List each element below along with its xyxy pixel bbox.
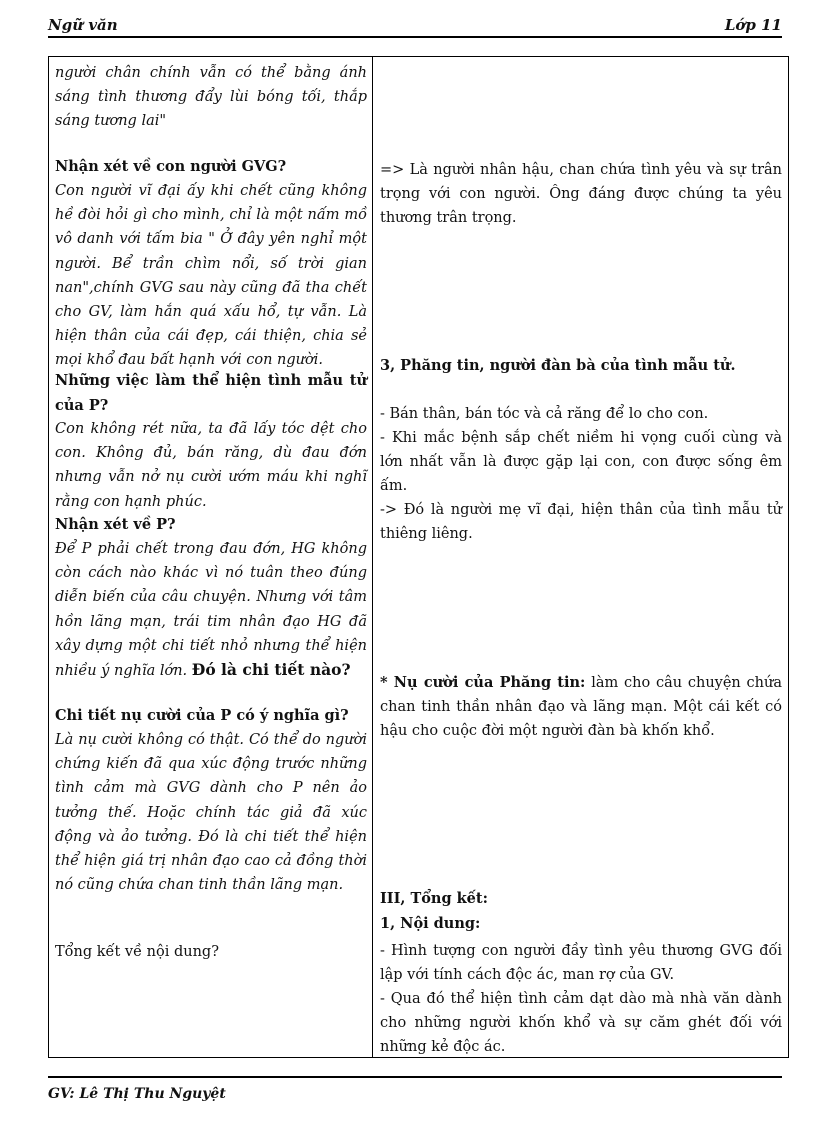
subject-label: Ngữ văn xyxy=(48,16,118,34)
answer-p: Để P phải chết trong đau đớn, HG không còn cách nào khác vì nó tuân theo đúng diễn biến của câu chuyện. Nhưng với tâm hồn lãng mạn, trái tim nhân đạo HG đã xây dựng một chi tiết nhỏ nhưng thể hiện nhiều ý nghĩa lớn. Đó là chi tiết nào? xyxy=(55,541,367,680)
summary-point-1: - Hình tượng con người đầy tình yêu thương GVG đối lập với tính cách độc ác, man rợ của GV. xyxy=(380,943,782,984)
section-summary: III, Tổng kết: xyxy=(380,890,488,907)
summary-content-heading: 1, Nội dung: xyxy=(380,915,481,932)
grade-label: Lớp 11 xyxy=(724,16,782,34)
column-divider xyxy=(372,57,373,1057)
summary-point-2: - Qua đó thể hiện tình cảm dạt dào mà nhà văn dành cho những người khốn khổ và sự căm ghét đối với những kẻ độc ác. xyxy=(380,991,782,1056)
phang-tin-point-2: - Khi mắc bệnh sắp chết niềm hi vọng cuối cùng và lớn nhất vẫn là được gặp lại con, con được sống êm ấm. xyxy=(380,430,782,495)
question-smile: Chi tiết nụ cười của P có ý nghĩa gì? xyxy=(55,707,349,724)
question-summary: Tổng kết về nội dung? xyxy=(55,944,219,960)
question-maternal-love: Những việc làm thể hiện tình mẫu tử của P? xyxy=(55,372,367,414)
answer-smile: Là nụ cười không có thật. Có thể do người chứng kiến đã qua xúc động trước những tình cảm mà GVG dành cho P nên ảo tưởng thế. Hoặc chính tác giả đã xúc động và ảo tưởng. Đó là chi tiết thể hiện thể hiện giá trị nhân đạo cao cả đồng thời nó cũng chứa chan tinh thần lãng mạn. xyxy=(55,732,367,894)
phang-tin-conclusion: -> Đó là người mẹ vĩ đại, hiện thân của tình mẫu tử thiêng liêng. xyxy=(380,502,782,543)
page-footer xyxy=(48,1076,782,1102)
answer-maternal-love: Con không rét nữa, ta đã lấy tóc dệt cho con. Không đủ, bán răng, dù đau đớn nhưng vẫn nở nụ cười ướm máu khi nghĩ rằng con hạnh phúc. xyxy=(55,421,367,510)
answer-gvg: Con người vĩ đại ấy khi chết cũng không hề đòi hỏi gì cho mình, chỉ là một nấm mồ vô danh với tấm bia " Ở đây yên nghỉ một người. Bể trần chìm nổi, số trời gian nan",chính GVG sau này cũng đã tha chết cho GV, làm hắn quá xấu hổ, tự vẫn. Là hiện thân của cái đẹp, cái thiện, chia sẻ mọi khổ đau bất hạnh với con người. xyxy=(55,183,367,369)
section-phang-tin: 3, Phăng tin, người đàn bà của tình mẫu tử. xyxy=(380,357,736,374)
smile-meaning: * Nụ cười của Phăng tin: làm cho câu chuyện chứa chan tinh thần nhân đạo và lãng mạn. Một cái kết có hậu cho cuộc đời một người đàn bà khốn khổ. xyxy=(380,674,782,740)
answer-p-tail: Đó là chi tiết nào? xyxy=(191,660,351,680)
phang-tin-point-1: - Bán thân, bán tóc và cả răng để lo cho con. xyxy=(380,406,709,422)
smile-label: * Nụ cười của Phăng tin: xyxy=(380,674,586,691)
lesson-table xyxy=(48,56,789,1058)
question-gvg: Nhận xét về con người GVG? xyxy=(55,158,287,175)
quote-end: người chân chính vẫn có thể bằng ánh sáng tình thương đẩy lùi bóng tối, thắp sáng tương lai" xyxy=(55,65,367,130)
page-header xyxy=(48,14,782,38)
gvg-conclusion: => Là người nhân hậu, chan chứa tình yêu và sự trân trọng với con người. Ông đáng được chúng ta yêu thương trân trọng. xyxy=(380,162,782,227)
question-p: Nhận xét về P? xyxy=(55,516,176,533)
teacher-name: GV: Lê Thị Thu Nguyệt xyxy=(48,1086,226,1102)
